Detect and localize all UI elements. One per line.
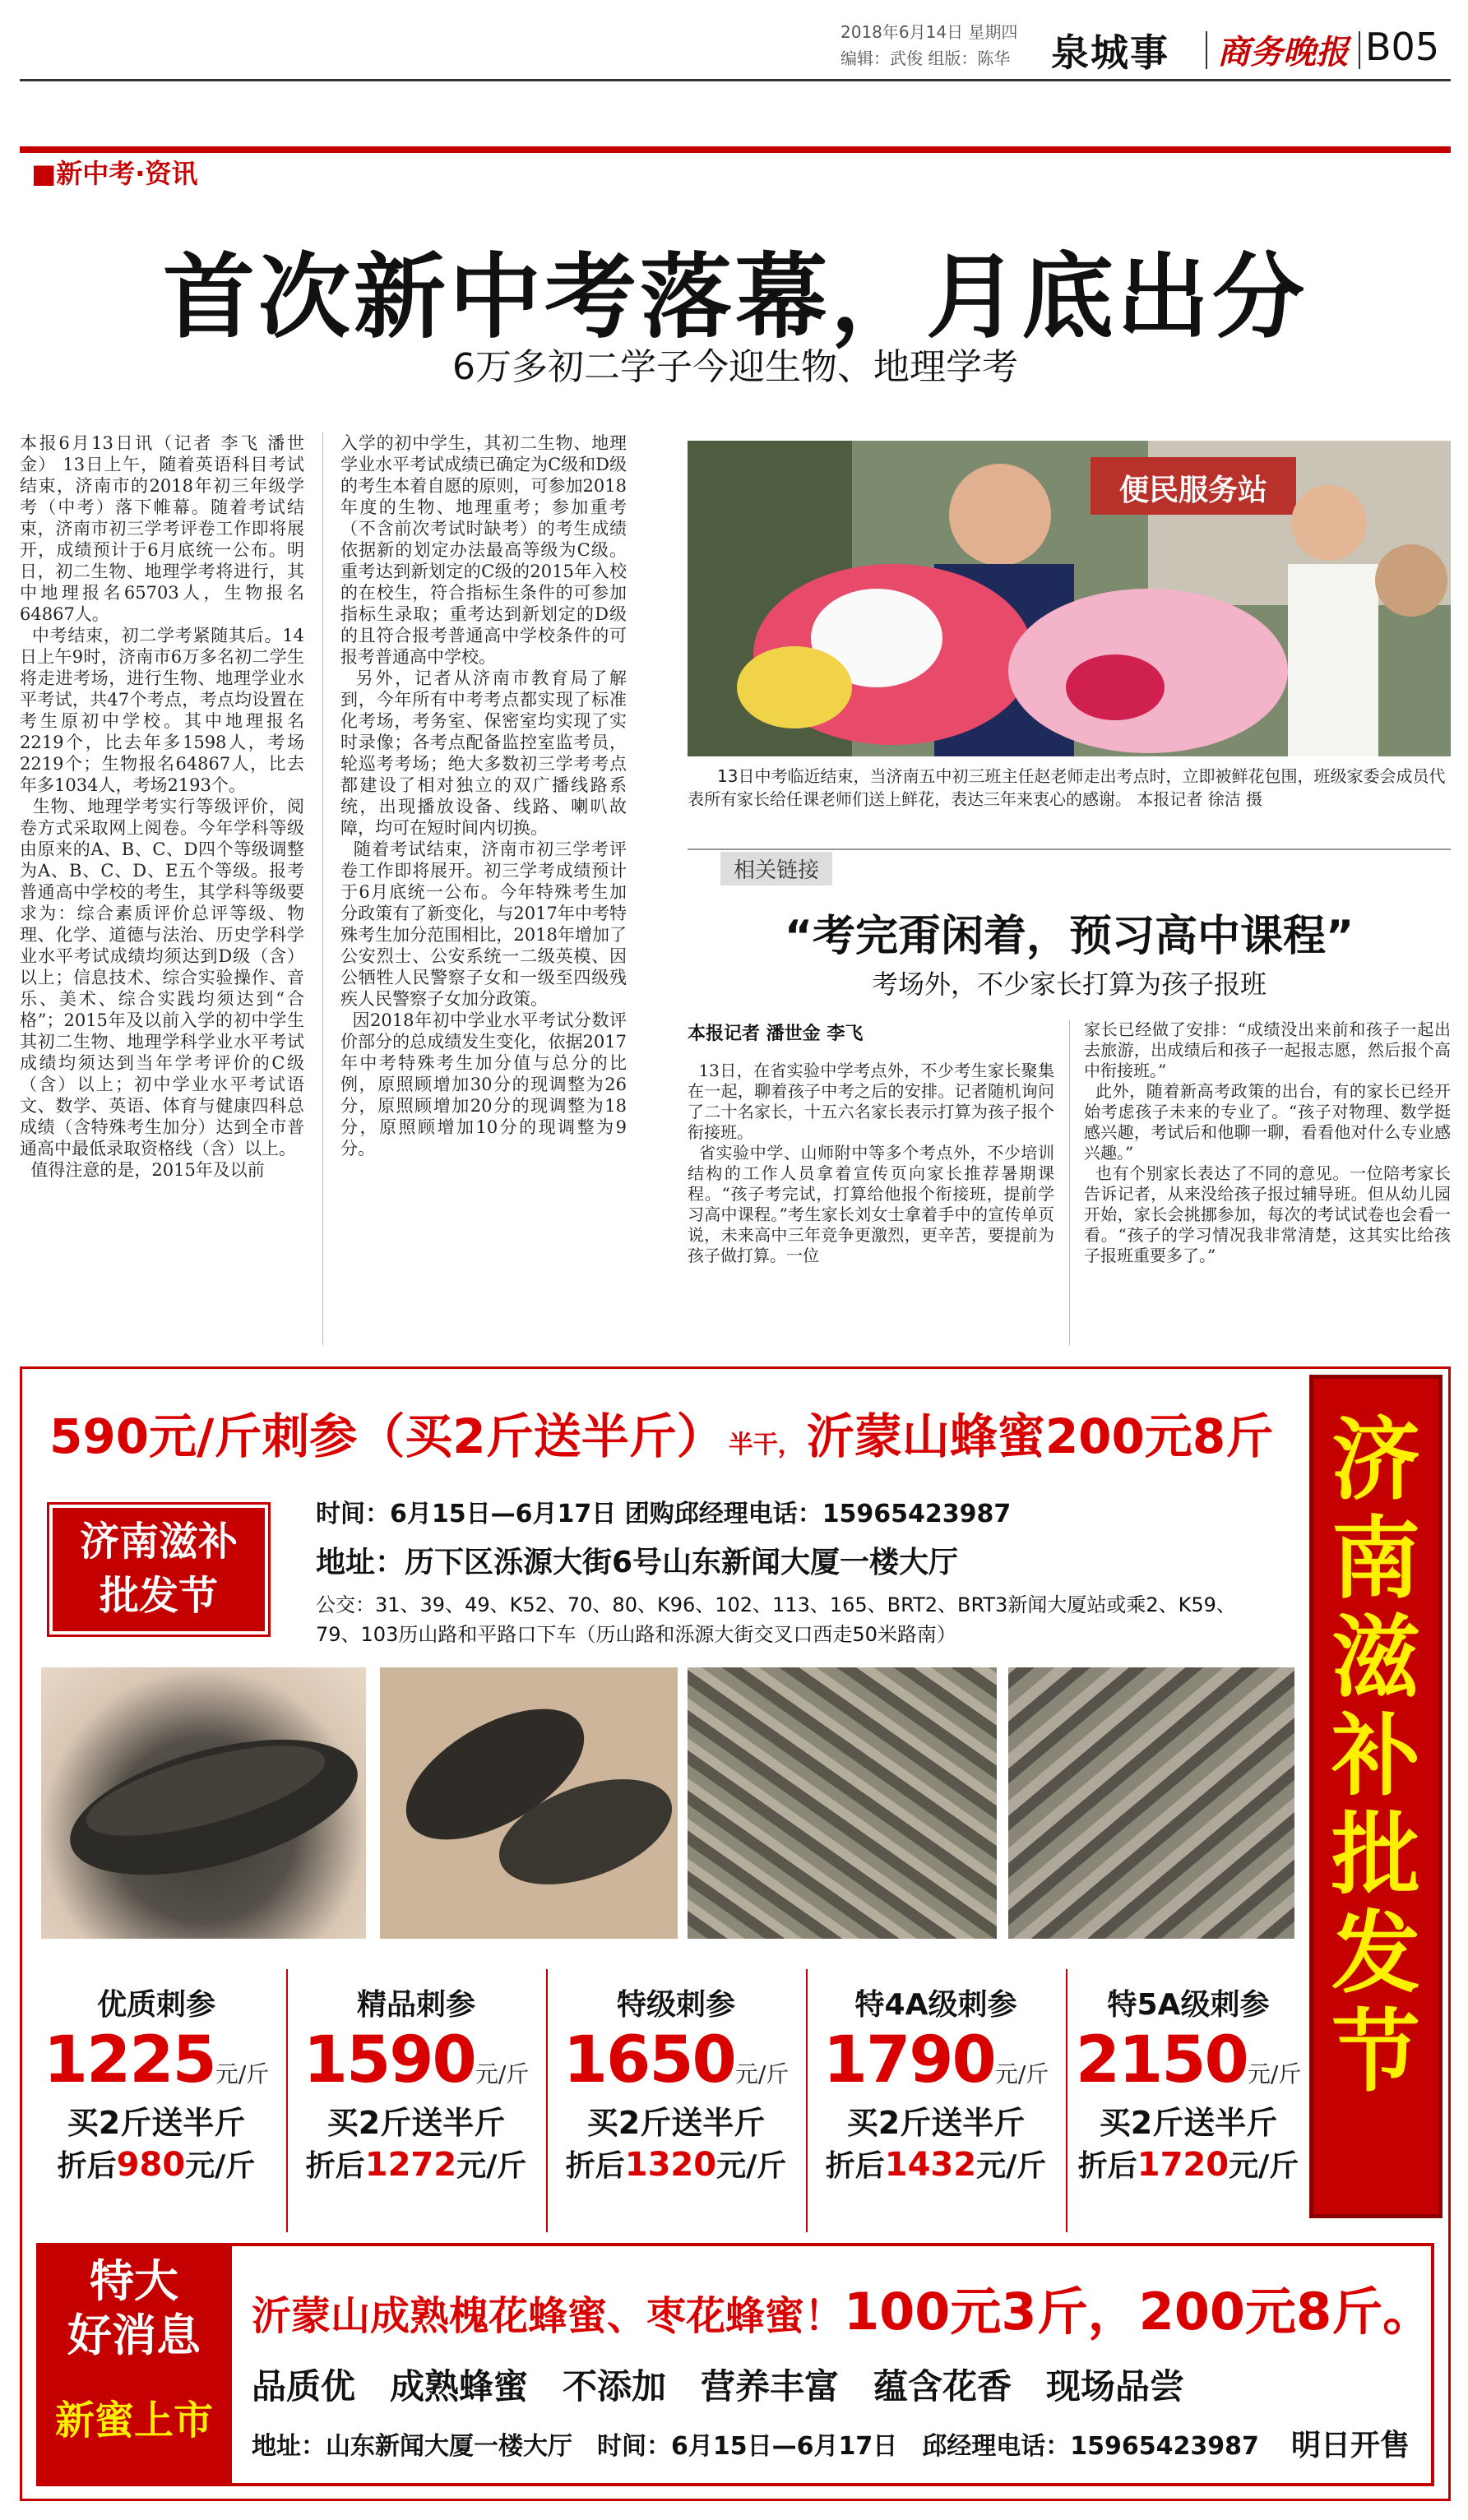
vertical-banner: [1309, 1375, 1443, 2218]
sidebar-label: 相关链接: [720, 852, 832, 885]
price-divider: [1066, 1969, 1067, 2232]
column-tag-bar: [20, 146, 1451, 153]
product-price-value: 1650: [563, 2023, 735, 2097]
product-discount: [293, 2143, 540, 2185]
honey-badge: [36, 2243, 232, 2486]
news-photo: [688, 441, 1451, 756]
column-divider: [322, 432, 323, 1345]
seacucumber-graphic-2: [380, 1667, 678, 1939]
ad-headline-seacucumber: 590元/斤刺参（买2斤送半斤）: [49, 1408, 725, 1464]
ad-address-line: 地址：历下区泺源大街6号山东新闻大厦一楼大厅: [316, 1546, 959, 1579]
product-price-value: 2150: [1075, 2023, 1248, 2097]
page-number: B05: [1365, 25, 1440, 69]
product-name: 优质刺参: [96, 1988, 215, 2022]
ad-headline-honey: 沂蒙山蜂蜜200元8斤: [806, 1408, 1274, 1464]
product-price-value: 1590: [303, 2023, 475, 2097]
article-headline: 首次新中考落幕，月底出分: [163, 244, 1308, 351]
discount-prefix: 折后: [825, 2149, 885, 2183]
honey-headline: [252, 2271, 1433, 2344]
sidebar-column-2: 家长已经做了安排：“成绩没出来前和孩子一起出去旅游，出成绩后和孩子一起报志愿，然后报个高中衔接班。” 此外，随着新高考政策的出台，有的家长已经开始考虑孩子未来的专业了。“孩子对物理、数学挺感兴趣，考试后和他聊一聊，看看他对什么专业感兴趣。” 也有个别家长表达了不同的意见。一位陪考家长告诉记者，从来没给孩子报过辅导班。但从幼儿园开始，家长会挑挪参加，每次的考试试卷也会看一看。“孩子的学习情况我非常清楚，这其实比给孩子报班重要多了。”: [1084, 1020, 1451, 1265]
product-discount: [813, 2143, 1059, 2185]
product-discount: [553, 2143, 799, 2185]
product-promo: 买2斤送半斤: [326, 2105, 506, 2141]
discount-value: 1432: [884, 2146, 977, 2184]
header-rule: [20, 79, 1451, 81]
product-discount: [33, 2143, 280, 2185]
honey-badge-line2: 好消息: [67, 2310, 201, 2361]
seacucumber-photo-4: [1008, 1667, 1294, 1939]
article-column-2: 入学的初中学生，其初二生物、地理学业水平考试成绩已确定为C级和D级的考生本着自愿的原则，可参加2018年度的生物、地理重考；参加重考（不含前次考试时缺考）的考生成绩依据新的划定办法最高等级为C级。重考达到新划定的C级的2015年入校的在校生，符合指标生条件的可参加指标生录取；重考达到新划定的D级的且符合报考普通高中学校条件的可报考普通高中学校。 另外，记者从济南市教育局了解到，今年所有中考考点都实现了标准化考场，考务室、保密室均实现了实时录像；各考点配备监控室监考员，轮巡考考场；绝大多数初三学考考点都建设了相对独立的双广播线路系统，出现播放设备、线路、喇叭故障，均可在短时间内切换。 随着考试结束，济南市初三学考评卷工作即将展开。初三学考成绩预计于6月底统一公布。今年特殊考生加分政策有了新变化，与2017年中考特殊考生加分范围相比，2018年增加了公安烈士、公安系统一二级英模、因公牺牲人民警察子女和一级至四级残疾人民警察子女加分政策。 因2018年初中学业水平考试分数评价部分的总成绩发生变化，依据2017年中考特殊考生加分值与总分的比例，原照顾增加30分的现调整为26分，原照顾增加20分的现调整为18分，原照顾增加10分的现调整为9分。: [340, 433, 627, 1158]
product-price: [293, 2023, 540, 2097]
discount-unit: 元/斤: [456, 2149, 527, 2183]
product-name: 精品刺参: [356, 1988, 475, 2022]
article-subhead: 6万多初二学子今迎生物、地理学考: [452, 346, 1018, 388]
product-price-unit: 元/斤: [1247, 2060, 1302, 2088]
price-divider: [806, 1969, 808, 2232]
discount-value: 1320: [624, 2146, 717, 2184]
product-card: [813, 1981, 1059, 2185]
product-discount: [1072, 2143, 1304, 2185]
product-promo: 买2斤送半斤: [586, 2105, 766, 2141]
product-price-unit: 元/斤: [215, 2060, 270, 2088]
product-price-unit: 元/斤: [475, 2060, 530, 2088]
service-station-sign: 便民服务站: [1118, 474, 1267, 507]
paper-logo: 商务晚报: [1217, 33, 1349, 72]
ad-time-line: 时间：6月15日—6月17日 团购邱经理电话：15965423987: [316, 1500, 1012, 1528]
photo-caption: 13日中考临近结束，当济南五中初三班主任赵老师走出考点时，立即被鲜花包围，班级家委会成员代表所有家长给任课老师们送上鲜花，表达三年来衷心的感谢。 本报记者 徐洁 摄: [688, 766, 1446, 809]
product-price: [813, 2023, 1059, 2097]
sidebar-label-bar: [688, 848, 1451, 850]
vertical-banner-char: 滋: [1331, 1607, 1420, 1709]
sidebar-byline: 本报记者 潘世金 李飞: [688, 1024, 864, 1044]
header-divider-2: [1359, 31, 1360, 69]
honey-features: 品质优 成熟蜂蜜 不添加 营养丰富 蕴含花香 现场品尝: [252, 2366, 1185, 2407]
product-price: [33, 2023, 280, 2097]
discount-unit: 元/斤: [716, 2149, 787, 2183]
product-name: 特4A级刺参: [854, 1988, 1017, 2022]
seacucumber-graphic-1: [41, 1667, 366, 1939]
vertical-banner-char: 节: [1331, 2001, 1420, 2104]
section-name: 泉城事: [1051, 30, 1169, 75]
product-price: [1072, 2023, 1304, 2097]
price-divider: [286, 1969, 288, 2232]
product-card: [1072, 1981, 1304, 2185]
price-divider: [546, 1969, 548, 2232]
festival-badge: [49, 1505, 268, 1635]
column-tag: ■新中考·资讯: [20, 153, 258, 194]
festival-badge-line1: 济南滋补: [79, 1519, 238, 1565]
vertical-banner-char: 批: [1331, 1804, 1420, 1907]
product-price-unit: 元/斤: [994, 2060, 1049, 2088]
product-promo: 买2斤送半斤: [1099, 2105, 1278, 2141]
product-price: [553, 2023, 799, 2097]
discount-value: 1272: [364, 2146, 457, 2184]
sidebar-title: “考完甭闲着，预习高中课程”: [784, 912, 1355, 961]
sidebar-column-1: 13日，在省实验中学考点外，不少考生家长聚集在一起，聊着孩子中考之后的安排。记者随机询问了二十名家长，十五六名家长表示打算为孩子报个衔接班。 省实验中学、山师附中等多个考点外，不少培训结构的工作人员拿着宣传页向家长推荐暑期课程。“孩子考完试，打算给他报个衔接班，提前学习高中课程。”考生家长刘女士拿着手中的宣传单页说，未来高中三年竞争更激烈，更辛苦，要提前为孩子做打算。一位: [688, 1061, 1054, 1265]
product-promo: 买2斤送半斤: [846, 2105, 1026, 2141]
sidebar-divider: [1069, 1020, 1070, 1345]
bouquet-scene-graphic: [688, 441, 1451, 756]
header-date: 2018年6月14日 星期四: [841, 22, 1018, 42]
product-name: 特级刺参: [616, 1988, 735, 2022]
discount-unit: 元/斤: [185, 2149, 256, 2183]
honey-footer-note: 明日开售: [1291, 2429, 1410, 2462]
product-name: 特5A级刺参: [1107, 1988, 1270, 2022]
honey-badge-line1: 特大: [90, 2255, 178, 2307]
product-promo: 买2斤送半斤: [67, 2105, 246, 2141]
discount-value: 1720: [1137, 2146, 1230, 2184]
seacucumber-photo-2: [380, 1667, 678, 1939]
sidebar-subtitle: 考场外，不少家长打算为孩子报班: [871, 969, 1267, 1000]
product-card: [293, 1981, 540, 2185]
discount-unit: 元/斤: [976, 2149, 1047, 2183]
festival-badge-line2: 批发节: [99, 1573, 218, 1619]
discount-prefix: 折后: [305, 2149, 365, 2183]
discount-unit: 元/斤: [1229, 2149, 1299, 2183]
honey-headline-b: 100元3斤，200元8斤。: [844, 2282, 1434, 2342]
header-divider: [1206, 31, 1207, 69]
product-price-value: 1790: [822, 2023, 995, 2097]
vertical-banner-char: 济: [1331, 1409, 1420, 1512]
vertical-banner-char: 南: [1331, 1508, 1420, 1611]
ad-headline: [49, 1398, 1299, 1472]
product-price-unit: 元/斤: [734, 2060, 790, 2088]
honey-headline-a: 沂蒙山成熟槐花蜂蜜、枣花蜂蜜！: [252, 2293, 845, 2339]
vertical-banner-char: 发: [1331, 1903, 1420, 2005]
ad-bus-line: 公交：31、39、49、K52、70、80、K96、102、113、165、BRT2、BRT3新闻大厦站或乘2、K59、79、103历山路和平路口下车（历山路和泺源大街交叉口西走50米路南）: [316, 1593, 1236, 1646]
discount-prefix: 折后: [57, 2149, 117, 2183]
seacucumber-photo-1: [41, 1667, 366, 1939]
honey-footer-address: 地址：山东新闻大厦一楼大厅 时间：6月15日—6月17日 邱经理电话：15965423987: [252, 2432, 1259, 2461]
vertical-banner-char: 补: [1331, 1705, 1420, 1808]
discount-prefix: 折后: [565, 2149, 625, 2183]
product-card: [553, 1981, 799, 2185]
product-price-value: 1225: [43, 2023, 215, 2097]
discount-value: 980: [116, 2146, 186, 2184]
header-editors: 编辑：武俊 组版：陈华: [841, 49, 1011, 68]
product-card: [33, 1981, 280, 2185]
ad-headline-small: 半干，: [728, 1431, 803, 1459]
honey-badge-line3: 新蜜上市: [54, 2397, 213, 2444]
discount-prefix: 折后: [1077, 2149, 1137, 2183]
article-column-1: 本报6月13日讯（记者 李飞 潘世金） 13日上午，随着英语科目考试结束，济南市的2018年初三年级学考（中考）落下帷幕。随着考试结束，济南市初三学考评卷工作即将展开，成绩预计于6月底统一公布。明日，初二生物、地理学考将进行，其中地理报名65703人，生物报名64867人。 中考结束，初二学考紧随其后。14日上午9时，济南市6万多名初二学生将走进考场，进行生物、地理学业水平考试，共47个考点，考点均设置在考生原初中学校。其中地理报名2219个，比去年多1598人，考场2219个；生物报名64867人，比去年多1034人，考场2193个。 生物、地理学考实行等级评价，阅卷方式采取网上阅卷。今年学科等级由原来的A、B、C、D四个等级调整为A、B、C、D、E五个等级。报考普通高中学校的考生，其学科等级要求为：综合素质评价总评等级、物理、化学、道德与法治、历史学科学业水平考试成绩均须达到D级（含）以上；信息技术、综合实验操作、音乐、美术、综合实践均须达到“合格”；2015年及以前入学的初中学生其初二生物、地理学科学业水平考试成绩均须达到当年学考评价的C级（含）以上；初中学业水平考试语文、数学、英语、体育与健康四科总成绩（含特殊考生加分）达到全市普通高中最低录取资格线（含）以上。 值得注意的是，2015年及以前: [20, 433, 304, 1180]
seacucumber-photo-3: [688, 1667, 997, 1939]
